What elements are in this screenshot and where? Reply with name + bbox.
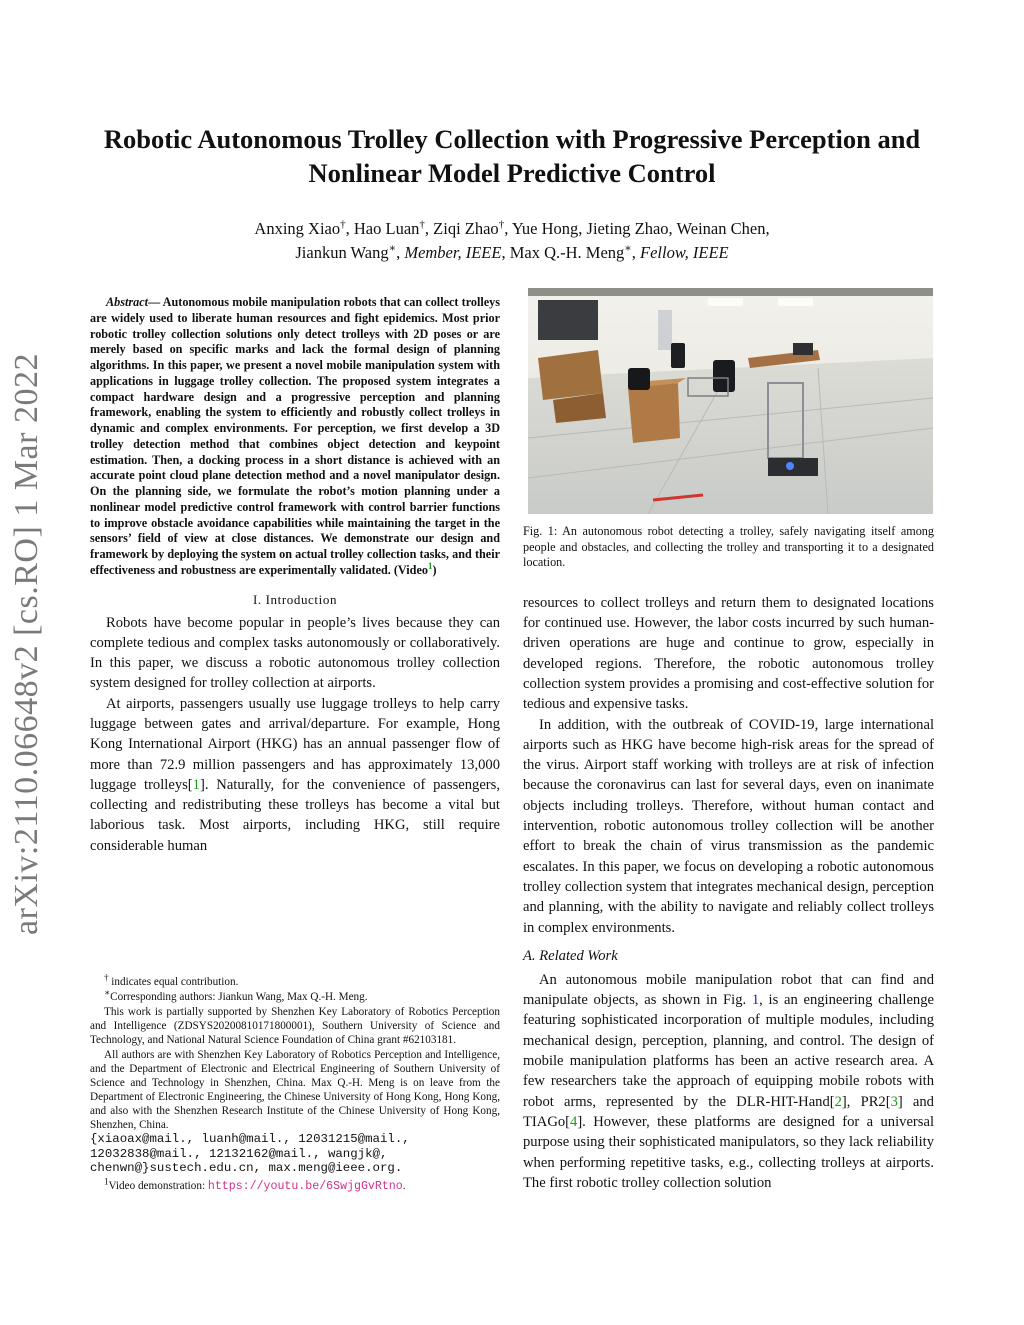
equal-contribution-mark: †	[419, 218, 425, 231]
equal-contribution-mark: †	[340, 218, 346, 231]
citation-link[interactable]: 2	[834, 1093, 842, 1110]
author-list	[90, 217, 934, 265]
right-paragraph-1: resources to collect trolleys and return them to designated locations for continued use. However, the labor costs incurred by such human-driven operations are huge and continue to grow, especially in developed regions. Therefore, the robotic autonomous trolley collection system provides a promising and cost-effective solution for tedious and expensive tasks.	[523, 594, 934, 713]
text-span: ]. However, these platforms are designed for a universal purpose using their sophisticated manipulators, so they lack reliability when performing repetitive tasks, e.g., collecting trolleys at airports. The first robotic trolley collection solution	[523, 1113, 934, 1191]
text-span: An autonomous mobile manipulation robot that can find and manipulate objects, as shown in Fig.	[523, 971, 934, 1009]
ceiling-light	[708, 298, 743, 306]
wall-screen	[538, 300, 598, 340]
text-span: At airports, passengers usually use luggage trolleys to help carry luggage between gates and arrival/departure. For example, Hong Kong International Airport (HKG) has an annual passenger flow of more than 72.9 million passengers and has approximately 13,000 luggage trolleys[	[90, 695, 500, 793]
author-line-1	[90, 217, 934, 241]
footnote-text: .	[402, 1179, 406, 1192]
suitcase	[713, 360, 735, 392]
intro-paragraph-2	[90, 694, 500, 856]
footnote-corresponding	[90, 987, 500, 1004]
figure-link[interactable]: 1	[751, 992, 760, 1009]
author-separator: ,	[424, 219, 434, 238]
abstract-closing: )	[432, 562, 437, 577]
footnote-mark: †	[104, 972, 109, 983]
footnote-support: This work is partially supported by Shenzhen Key Laboratory of Robotics Perception and Intelligence (ZDSYS20200810171800001), Southern University of Science and Technology, and National Natural Science Foundation of China grant #62103181.	[90, 1006, 500, 1046]
person	[658, 310, 672, 350]
video-footnote-link[interactable]: 1	[427, 560, 433, 571]
citation-link[interactable]: 4	[570, 1113, 578, 1130]
footnote-mark: ∗	[104, 987, 111, 998]
footnote-equal-contribution	[90, 972, 500, 989]
email-line: {xiaoax@mail., luanh@mail., 12031215@mail.,	[90, 1132, 410, 1146]
author-separator: ,	[345, 219, 354, 238]
footnote-text: indicates equal contribution.	[108, 976, 239, 988]
robot-sensor	[793, 343, 813, 355]
right-paragraph-2: In addition, with the outbreak of COVID-19, large international airports such as HKG have become high-risk areas for the spread of the virus. Airport staff working with trolleys are at risk of infection because the coronavirus can last for several days, even on inanimate objects including trolleys. Therefore, without human contact and intervention, robotic autonomous trolley collection will be another effort to break the chain of virus transmission as the pandemic escalates. In this paper, we focus on developing a robotic autonomous trolley collection system that integrates mechanical design, perception and planning, with the ability to navigate and reliably collect trolleys in complex environments.	[523, 716, 934, 936]
footnotes	[90, 972, 500, 1194]
figure-1-photo	[528, 288, 933, 514]
figure-1-caption: Fig. 1: An autonomous robot detecting a trolley, safely navigating itself among people and obstacles, and collecting the trolley and transporting it to a designated location.	[523, 524, 934, 570]
section-heading-introduction: I. Introduction	[252, 591, 338, 607]
author-emails	[90, 1132, 500, 1176]
related-work-paragraph	[523, 970, 934, 1193]
corresponding-mark: ∗	[624, 242, 632, 255]
text-span: ] and TIAGo[	[523, 1093, 934, 1130]
abstract-text: Autonomous mobile manipulation robots that can collect trolleys are widely used to liberate human resources and fight epidemics. Most prior robotic trolley collection solutions only detect trolleys with 2D poses or are merely based on specific marks and lack the formal design of planning algorithms. In this paper, we present a novel mobile manipulation system with applications in luggage trolley collection. The proposed system integrates a compact hardware design and a progressive perception and planning framework, enabling the system to efficiently and robustly collect trolleys in dynamic and complex environments. For perception, we first develop a 3D trolley detection method that combines object detection and keypoint estimation. Then, a docking process in a short distance is achieved with an accurate point cloud plane detection method and a novel manipulator design. On the planning side, we formulate the robot’s motion planning under a nonlinear model predictive control framework with control barrier functions to improve obstacle avoidance capabilities while maintaining the target in the sensors’ field of view at close distances. We demonstrate our design and framework by deploying the system on actual trolley collection tasks, and their effectiveness and robustness are experimentally validated. (Video	[90, 295, 500, 577]
author-name: Jiankun Wang	[295, 243, 389, 262]
cardboard-box	[628, 383, 680, 443]
text-span: , is an engineering challenge featuring sophisticated incorporation of multiple modules, including mechanical design, perception, planning, and control. The design of mobile manipulation platforms has been an active research area. A few researchers take the approach of equipping mobile robots with robot arms, represented by the DLR-HIT-Hand[	[523, 992, 934, 1110]
footnote-video	[90, 1175, 500, 1194]
email-line: 12032838@mail., 12132162@mail., wangjk@,	[90, 1146, 388, 1161]
author-name: Ziqi Zhao	[433, 219, 499, 238]
footnote-text: Video demonstration:	[108, 1179, 208, 1192]
subsection-heading-related-work: A. Related Work	[523, 947, 618, 964]
cardboard-box	[538, 350, 603, 400]
ceiling	[528, 288, 933, 296]
abstract-label: Abstract	[106, 295, 148, 309]
author-role: Fellow, IEEE	[640, 243, 729, 262]
intro-paragraph-1: Robots have become popular in people’s lives because they can complete tedious and complex tasks autonomously or collaboratively. In this paper, we discuss a robotic autonomous trolley collection system designed for trolley collection at airports.	[90, 614, 500, 692]
email-line: chenwn@}sustech.edu.cn, max.meng@ieee.org.	[90, 1161, 403, 1175]
robot-light	[786, 462, 794, 470]
ceiling-light	[778, 298, 813, 306]
citation-link[interactable]: 3	[890, 1093, 898, 1110]
author-role: Member, IEEE	[404, 243, 502, 262]
video-url-link[interactable]: https://youtu.be/6SwjgGvRtno	[207, 1179, 403, 1193]
footnote-text: Corresponding authors: Jiankun Wang, Max Q.-H. Meng.	[110, 991, 368, 1003]
author-line-2: Jiankun Wang∗, Member, IEEE, Max Q.-H. Meng∗, Fellow, IEEE	[295, 242, 729, 262]
text-span: ], PR2[	[841, 1093, 891, 1110]
author-name: Yue Hong, Jieting Zhao, Weinan Chen,	[511, 219, 770, 238]
author-separator: ,	[504, 219, 512, 238]
left-column	[90, 295, 500, 856]
author-name: Hao Luan	[353, 219, 420, 238]
author-name: Anxing Xiao	[254, 219, 341, 238]
suitcase	[671, 343, 685, 368]
right-column	[523, 288, 934, 1193]
citation-link[interactable]: 1	[192, 776, 200, 793]
arxiv-identifier: arXiv:2110.06648v2 [cs.RO] 1 Mar 2022	[8, 353, 45, 935]
suitcase	[628, 368, 650, 390]
author-name: Max Q.-H. Meng	[509, 243, 625, 262]
equal-contribution-mark: †	[498, 218, 505, 231]
footnote-affiliation: All authors are with Shenzhen Key Laboratory of Robotics Perception and Intelligence, and the Department of Electronic and Electrical Engineering of Southern University of Science and Technology in Shenzhen, China. Max Q.-H. Meng is on leave from the Department of Electronic Engineering, the Chinese University of Hong Kong, Hong Kong, and also with the Shenzhen Research Institute of the Chinese University of Hong Kong, Shenzhen, China.	[90, 1049, 500, 1131]
abstract	[90, 295, 500, 579]
paper-title: Robotic Autonomous Trolley Collection with Progressive Perception and Nonlinear Model Predictive Control	[103, 124, 921, 188]
footnote-mark: 1	[104, 1175, 109, 1186]
text-span: ]. Naturally, for the convenience of passengers, collecting and redistributing these trolleys has become a vital but laborious task. Most airports, including HKG, still require considerable human	[90, 776, 500, 854]
corresponding-mark: ∗	[388, 242, 397, 255]
abstract-dash: —	[147, 295, 161, 309]
